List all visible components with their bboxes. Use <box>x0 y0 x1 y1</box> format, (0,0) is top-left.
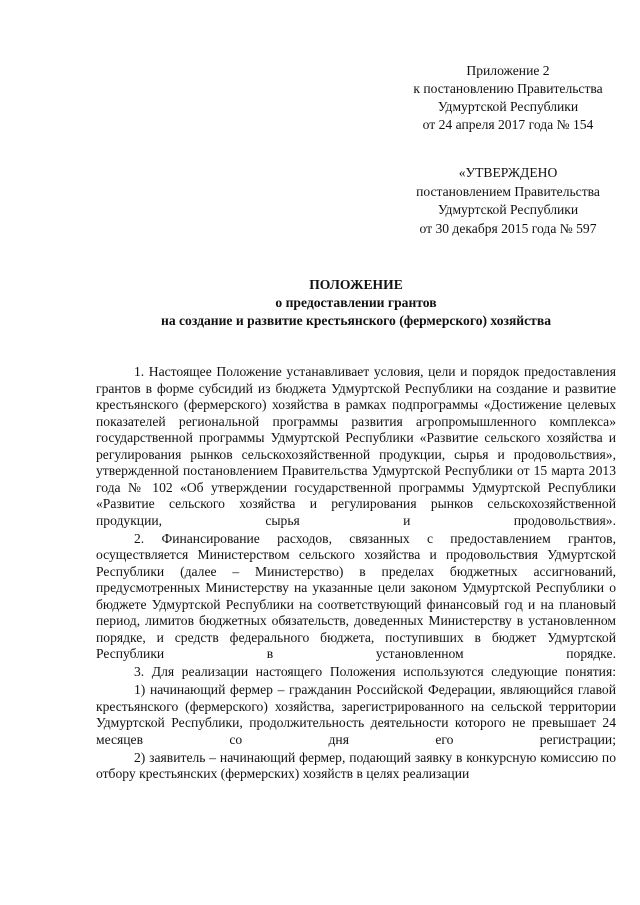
paragraph-2: 2. Финансирование расходов, связанных с предоставлением грантов, осуществляется Министерством сельского хозяйства и продовольствия Удмуртской Республики (далее – Министерство) в пределах бюджетных ассигнований, предусмотренных Министерству на указанные цели законом Удмуртской Республики о бюджете Удмуртской Республики на соответствующий финансовый год и на плановый период, лимитов бюджетных обязательств, доведенных Министерству в установленном порядке, и средств федерального бюджета, поступивших в бюджет Удмуртской Республики в установленном порядке. <box>96 530 616 661</box>
approval-line: от 30 декабря 2015 года № 597 <box>419 220 597 236</box>
paragraph-5: 2) заявитель – начинающий фермер, подающий заявку в конкурсную комиссию по отбору крестьянских (фермерских) хозяйств в целях реализации <box>96 749 616 781</box>
title-line: ПОЛОЖЕНИЕ <box>309 277 403 292</box>
appendix-line: Удмуртской Республики <box>437 99 579 114</box>
title-line: на создание и развитие крестьянского (фермерского) хозяйства <box>161 313 551 328</box>
approval-line: Удмуртской Республики <box>437 202 579 217</box>
appendix-line: Приложение 2 <box>466 63 550 78</box>
title-line: о предоставлении грантов <box>275 295 437 310</box>
paragraph-4: 1) начинающий фермер – гражданин Российской Федерации, являющийся главой крестьянского (фермерского) хозяйства, зарегистрированного на сельской территории Удмуртской Республики, продолжительность деятельности которого не превышает 24 месяцев со дня его регистрации; <box>96 682 616 747</box>
approval-line: «УТВЕРЖДЕНО <box>458 165 558 180</box>
appendix-line: к постановлению Правительства <box>413 81 603 96</box>
appendix-stamp <box>398 62 618 134</box>
document-body <box>96 364 616 783</box>
approval-stamp <box>398 164 618 238</box>
paragraph-1: 1. Настоящее Положение устанавливает условия, цели и порядок предоставления грантов в форме субсидий из бюджета Удмуртской Республики на создание и развитие крестьянского (фермерского) хозяйства в рамках подпрограммы «Достижение целевых показателей региональной программы развития агропромышленного комплекса» государственной программы Удмуртской Республики «Развитие сельского хозяйства и регулирования рынков сельскохозяйственной продукции, сырья и продовольствия», утвержденной постановлением Правительства Удмуртской Республики от 15 марта 2013 года № 102 «Об утверждении государственной программы Удмуртской Республики «Развитие сельского хозяйства и регулирования рынков сельскохозяйственной продукции, сырья и продовольствия». <box>96 364 616 528</box>
appendix-line: от 24 апреля 2017 года № 154 <box>422 117 594 132</box>
approval-line: постановлением Правительства <box>416 183 600 199</box>
document-title <box>96 276 616 330</box>
paragraph-3: 3. Для реализации настоящего Положения используются следующие понятия: <box>134 664 616 679</box>
